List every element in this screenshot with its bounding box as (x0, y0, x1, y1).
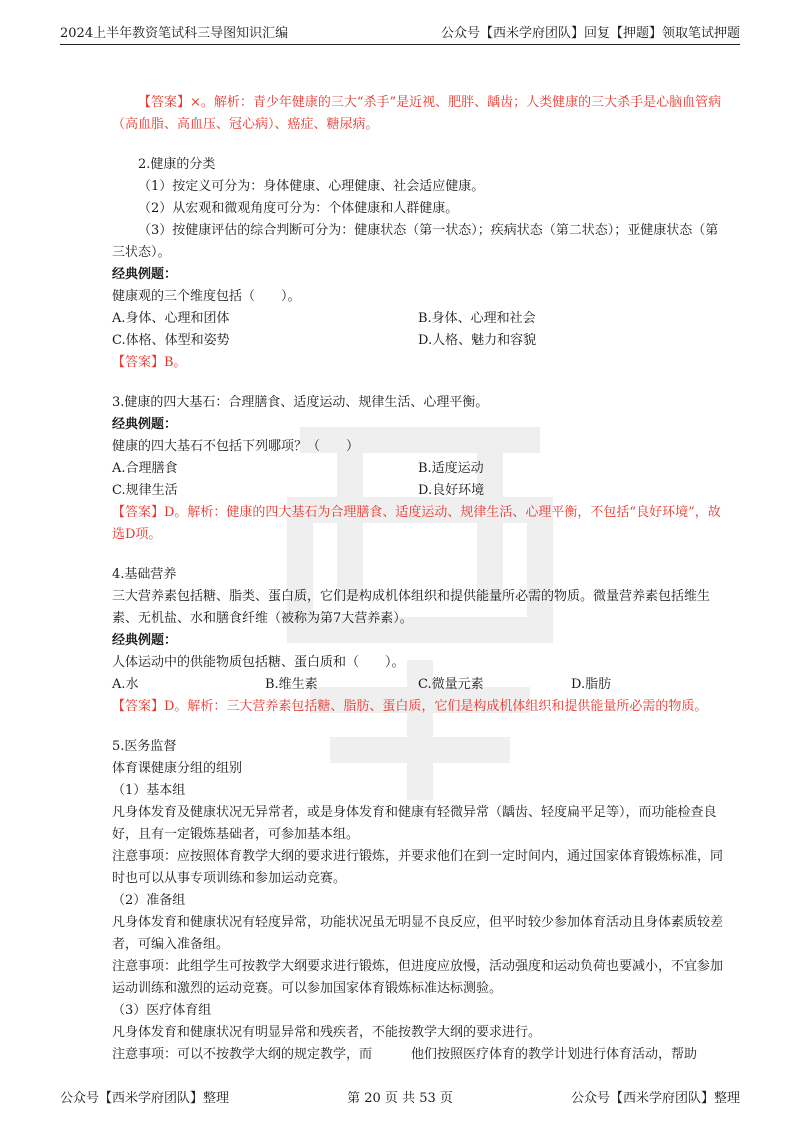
example-label-3: 经典例题： (112, 633, 178, 648)
group-3-text: 凡身体发育和健康状况有明显异常和残疾者，不能按教学大纲的要求进行。 (112, 1025, 542, 1040)
q3-option-b: B.维生素 (265, 677, 318, 692)
q2-option-c: C.规律生活 (112, 483, 178, 498)
header-title: 2024上半年教资笔试科三导图知识汇编 (60, 26, 289, 41)
s2-item-1: （1）按定义可分为：身体健康、心理健康、社会适应健康。 (138, 179, 485, 194)
s2-item-3: （3）按健康评估的综合判断可分为：健康状态（第一状态）；疾病状态（第二状态）；亚健康状态（第三状态）。 (112, 223, 719, 260)
q2-options-row-2 (112, 480, 724, 502)
header-promo: 公众号【西米学府团队】回复【押题】领取笔试押题 (440, 26, 740, 41)
s5-subtitle: 体育课健康分组的组别 (112, 761, 243, 776)
question-3: 人体运动中的供能物质包括糖、蛋白质和（ ）。 (112, 655, 405, 670)
group-2-text: 凡身体发育和健康状况有轻度异常，功能状况虽无明显不良反应，但平时较少参加体育活动且身体素质较差者，可编入准备组。 (112, 915, 724, 952)
q1-option-c: C.体格、体型和姿势 (112, 333, 230, 348)
page-number: 第 20 页 共 53 页 (347, 1091, 453, 1106)
page-footer (60, 1087, 740, 1107)
q3-answer: 【答案】D。解析：三大营养素包括糖、脂肪、蛋白质，它们是构成机体组织和提供能量所必需的物质。 (112, 699, 708, 714)
answer-1: 【答案】×。解析：青少年健康的三大“杀手”是近视、肥胖、龋齿；人类健康的三大杀手是心脑血管病（高血脂、高血压、冠心病）、癌症、糖尿病。 (112, 95, 722, 132)
page-header (60, 22, 740, 45)
section-2-title: 2.健康的分类 (138, 157, 216, 172)
group-3-note: 注意事项：可以不按教学大纲的规定教学，而 他们按照医疗体育的教学计划进行体育活动，帮助 (112, 1047, 698, 1062)
section-4-title: 4.基础营养 (112, 567, 177, 582)
q1-options-row-2 (112, 330, 724, 352)
q3-option-c: C.微量元素 (418, 677, 484, 692)
group-1-text: 凡身体发育及健康状况无异常者，或是身体发育和健康有轻微异常（龋齿、轻度扁平足等），而功能检查良好，且有一定锻炼基础者，可参加基本组。 (112, 805, 717, 842)
example-label-1: 经典例题： (112, 267, 178, 282)
q1-option-a: A.身体、心理和团体 (112, 311, 230, 326)
q2-option-d: D.良好环境 (418, 483, 485, 498)
s2-item-2: （2）从宏观和微观角度可分为：个体健康和人群健康。 (138, 201, 459, 216)
group-1-note: 注意事项：应按照体育教学大纲的要求进行锻炼，并要求他们在到一定时间内，通过国家体育锻炼标准，同时也可以从事专项训练和参加运动竞赛。 (112, 849, 724, 886)
footer-left: 公众号【西米学府团队】整理 (60, 1091, 230, 1106)
q1-options-row-1 (112, 308, 724, 330)
q3-options (112, 674, 724, 696)
q3-option-a: A.水 (112, 677, 139, 692)
footer-right: 公众号【西米学府团队】整理 (570, 1091, 740, 1106)
q2-option-a: A.合理膳食 (112, 461, 178, 476)
section-3-title: 3.健康的四大基石：合理膳食、适度运动、规律生活、心理平衡。 (112, 395, 489, 410)
q2-answer: 【答案】D。解析：健康的四大基石为合理膳食、适度运动、规律生活、心理平衡，不包括“良好环境”，故选D项。 (112, 505, 721, 542)
section-5-title: 5.医务监督 (112, 739, 177, 754)
q1-option-b: B.身体、心理和社会 (418, 311, 536, 326)
group-2-note: 注意事项：此组学生可按教学大纲要求进行锻炼，但进度应放慢，活动强度和运动负荷也要减小，不宜参加运动训练和激烈的运动竞赛。可以参加国家体育锻炼标准达标测验。 (112, 959, 724, 996)
q1-option-d: D.人格、魅力和容貌 (418, 333, 537, 348)
q2-options-row-1 (112, 458, 724, 480)
group-1-title: （1）基本组 (112, 783, 186, 798)
q2-option-b: B.适度运动 (418, 461, 484, 476)
s4-text: 三大营养素包括糖、脂类、蛋白质，它们是构成机体组织和提供能量所必需的物质。微量营养素包括维生素、无机盐、水和膳食纤维（被称为第7大营养素）。 (112, 589, 711, 626)
q3-option-d: D.脂肪 (571, 677, 612, 692)
page-content (112, 92, 724, 1066)
example-label-2: 经典例题： (112, 417, 178, 432)
question-1: 健康观的三个维度包括（ ）。 (112, 289, 301, 304)
group-3-title: （3）医疗体育组 (112, 1003, 212, 1018)
group-2-title: （2）准备组 (112, 893, 186, 908)
question-2: 健康的四大基石不包括下列哪项？（ ） (112, 439, 360, 454)
q1-answer: 【答案】B。 (112, 355, 187, 370)
